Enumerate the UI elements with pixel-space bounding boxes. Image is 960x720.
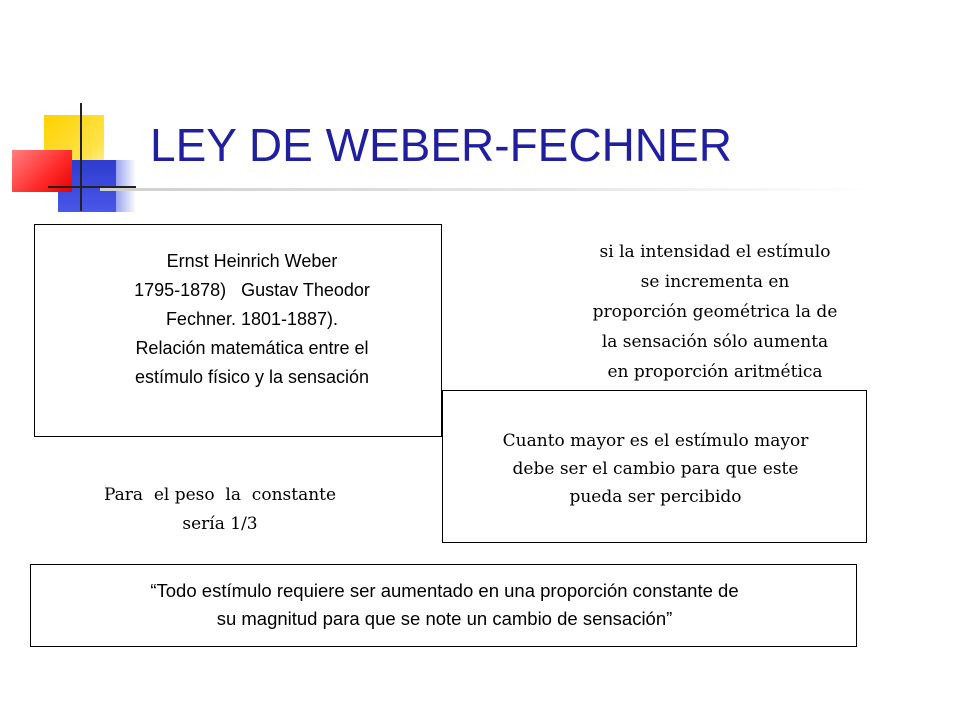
text-line: Cuanto mayor es el estímulo mayor (502, 431, 809, 451)
weight-constant-note (60, 481, 380, 539)
stimulus-change-box (442, 390, 867, 543)
text-line: su magnitud para que se note un cambio de sensación” (216, 608, 673, 629)
text-line: sería 1/3 (182, 514, 258, 534)
stimulus-change-text (449, 427, 862, 511)
text-line: si la intensidad el estímulo (599, 242, 831, 262)
text-line: se incrementa en (640, 272, 790, 292)
text-line: “Todo estímulo requiere ser aumentado en una proporción constante de (150, 580, 739, 601)
text-line: pueda ser percibido (569, 487, 742, 507)
text-line: Para el peso la constante (103, 485, 337, 505)
text-line: Ernst Heinrich Weber (166, 251, 338, 271)
law-quote-box (30, 564, 857, 647)
text-line: Relación matemática entre el (135, 338, 369, 358)
text-line: en proporción aritmética (607, 362, 823, 382)
decorative-vertical-line (80, 103, 82, 211)
weber-fechner-box (34, 224, 442, 437)
weber-box-text (73, 247, 431, 392)
text-line: Fechner. 1801-1887). (165, 309, 339, 329)
text-line: 1795-1878) Gustav Theodor (134, 280, 370, 300)
title-underline (100, 188, 870, 191)
text-line: la sensación sólo aumenta (601, 332, 829, 352)
geometric-proportion-note (548, 237, 882, 387)
text-line: estímulo físico y la sensación (134, 367, 370, 387)
law-quote-text (41, 577, 848, 633)
text-line: debe ser el cambio para que este (512, 459, 799, 479)
slide-title: LEY DE WEBER-FECHNER (150, 119, 732, 171)
text-line: proporción geométrica la de (592, 302, 838, 322)
